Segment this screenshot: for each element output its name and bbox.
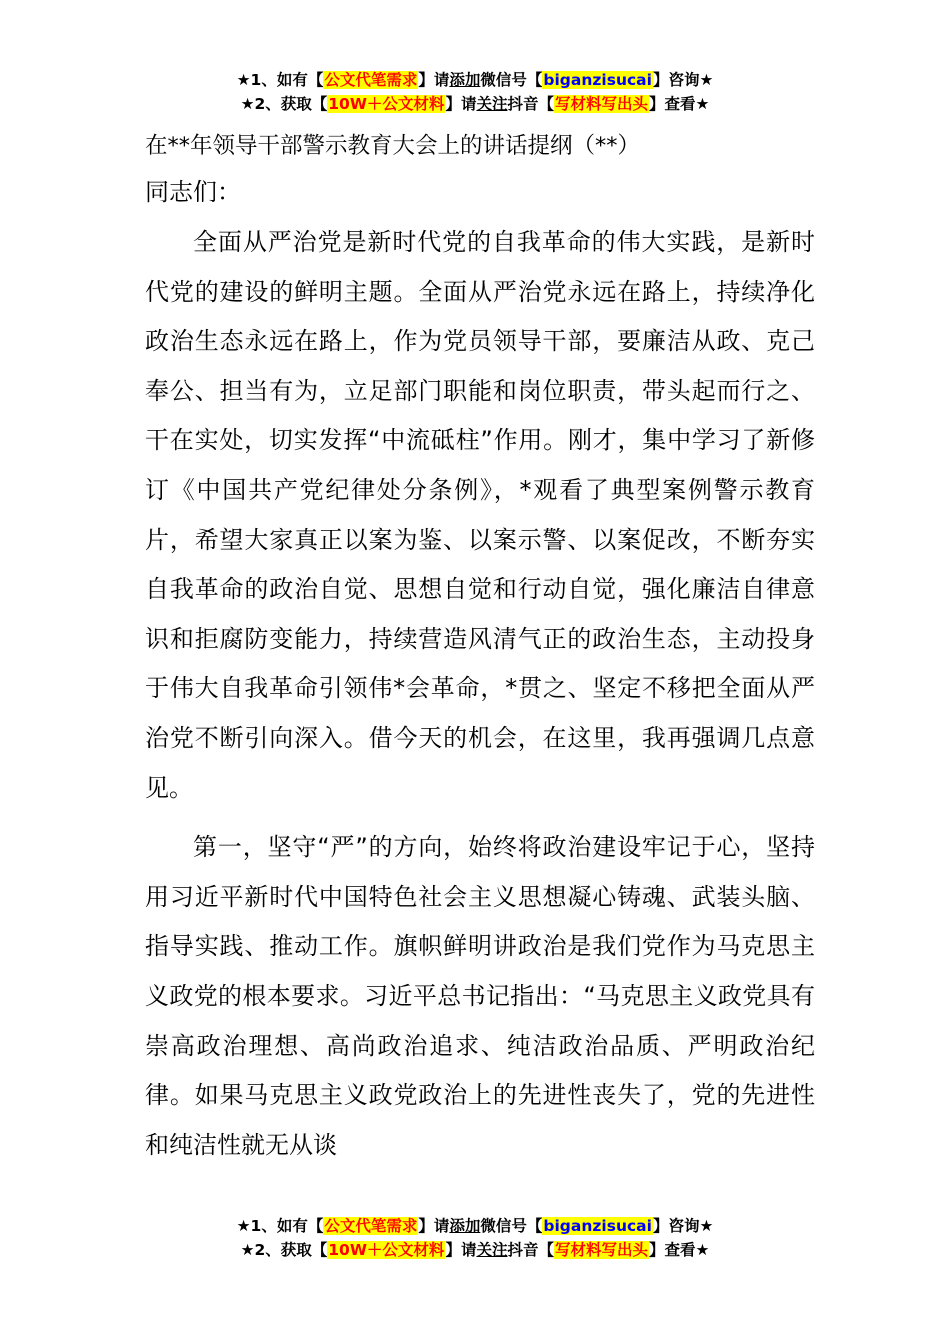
promo-highlight-service: 公文代笔需求 [324, 71, 418, 89]
promo-line-2: ★2、获取【10W＋公文材料】请关注抖音【写材料写出头】查看★ [240, 95, 710, 113]
promo-highlight-materials: 10W＋公文材料 [328, 95, 445, 113]
salutation: 同志们： [145, 178, 241, 206]
promo-douyin-account[interactable]: 写材料写出头 [554, 95, 648, 113]
promo-wechat-id[interactable]: biganzisucai [543, 1217, 652, 1235]
paragraph-intro: 全面从严治党是新时代党的自我革命的伟大实践，是新时代党的建设的鲜明主题。全面从严治党永远在路上，持续净化政治生态永远在路上，作为党员领导干部，要廉洁从政、克己奉公、担当有为，立足部门职能和岗位职责，带头起而行之、干在实处，切实发挥“中流砥柱”作用。刚才，集中学习了新修订《中国共产党纪律处分条例》，*观看了典型案例警示教育片，希望大家真正以案为鉴、以案示警、以案促改，不断夯实自我革命的政治自觉、思想自觉和行动自觉，强化廉洁自律意识和拒腐防变能力，持续营造风清气正的政治生态，主动投身于伟大自我革命引领伟*会革命，*贯之、坚定不移把全面从严治党不断引向深入。借今天的机会，在这里，我再强调几点意见。 [145, 228, 815, 802]
promo-highlight-service: 公文代笔需求 [324, 1217, 418, 1235]
promo-line-1: ★1、如有【公文代笔需求】请添加微信号【biganzisucai】咨询★ [236, 71, 714, 89]
promo-line-1: ★1、如有【公文代笔需求】请添加微信号【biganzisucai】咨询★ [236, 1217, 714, 1235]
promo-highlight-materials: 10W＋公文材料 [328, 1241, 445, 1259]
promo-douyin-account[interactable]: 写材料写出头 [554, 1241, 648, 1259]
promo-wechat-id[interactable]: biganzisucai [543, 71, 652, 89]
bottom-promo-banner [0, 1214, 950, 1262]
paragraph-first-point: 第一，坚守“严”的方向，始终将政治建设牢记于心，坚持用习近平新时代中国特色社会主义思想凝心铸魂、武装头脑、指导实践、推动工作。旗帜鲜明讲政治是我们党作为马克思主义政党的根本要求。习近平总书记指出：“马克思主义政党具有崇高政治理想、高尚政治追求、纯洁政治品质、严明政治纪律。如果马克思主义政党政治上的先进性丧失了，党的先进性和纯洁性就无从谈 [145, 833, 815, 1159]
document-title: 在**年领导干部警示教育大会上的讲话提纲（**） [145, 133, 641, 159]
top-promo-banner [0, 68, 950, 116]
promo-line-2: ★2、获取【10W＋公文材料】请关注抖音【写材料写出头】查看★ [240, 1241, 710, 1259]
document-body [145, 124, 815, 1170]
